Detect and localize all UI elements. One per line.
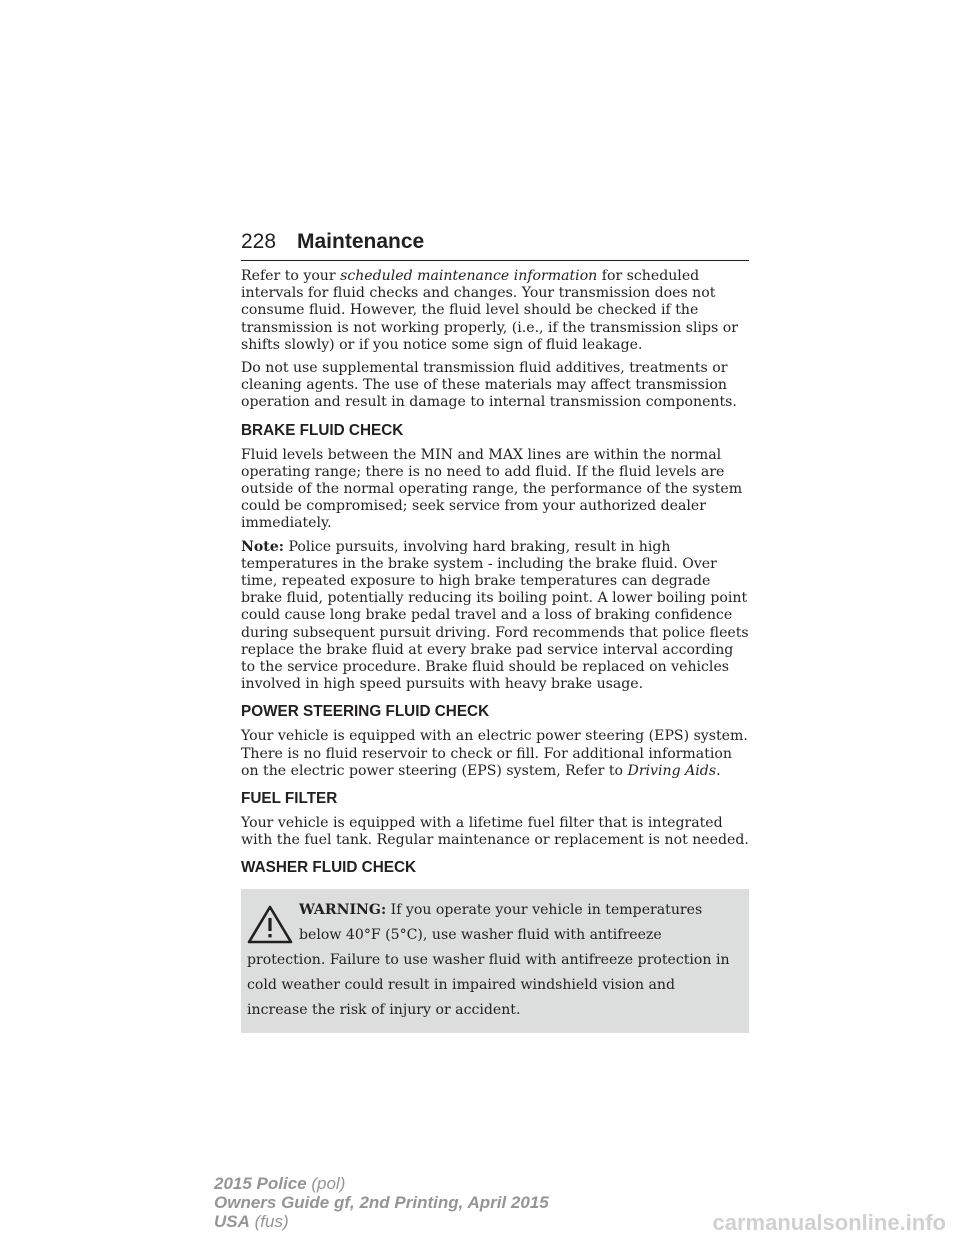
brake-fluid-heading: BRAKE FLUID CHECK [241,421,404,439]
footer-line-3: USA (fus) [214,1212,289,1231]
page-footer [214,1174,549,1231]
section-title: Maintenance [297,230,425,253]
warning-box [241,889,749,1033]
warning-label: WARNING: [299,902,387,919]
watermark: carmanualsonline.info [712,1210,946,1235]
warning-text: If you operate your vehicle in temperatures below 40°F (5°C), use washer fluid with antifreeze protection. Failure to use washer fluid with antifreeze protection in cold weather could result in impaired windshield vision and increase the risk of injury or accident. [247,902,730,1019]
note-label: Note: [241,538,284,555]
footer-line-1: 2015 Police (pol) [214,1174,346,1193]
fuel-filter-heading: FUEL FILTER [241,790,338,808]
fuel-filter-paragraph: Your vehicle is equipped with a lifetime fuel filter that is integrated with the fuel tank. Regular maintenance or replacement is not needed. [241,815,749,849]
brake-fluid-paragraph: Fluid levels between the MIN and MAX lines are within the normal operating range; there is no need to add fluid. If the fluid levels are outside of the normal operating range, the performance of the system could be compromised; seek service from your authorized dealer immediately. [241,446,743,532]
transmission-paragraph: Refer to your scheduled maintenance information for scheduled intervals for fluid checks and changes. Your transmission does not consume fluid. However, the fluid level should be checked if the transmission is not working properly, (i.e., if the transmission slips or shifts slowly) or if you notice some sign of fluid leakage. [241,268,738,353]
washer-fluid-heading: WASHER FLUID CHECK [241,859,417,877]
additives-paragraph: Do not use supplemental transmission fluid additives, treatments or cleaning agents. The use of these materials may affect transmission operation and result in damage to internal transmission components. [241,360,737,411]
warning-triangle-icon [247,904,293,944]
driving-aids-reference: Driving Aids [627,762,717,779]
page-number: 228 [241,230,277,253]
page-header [241,228,749,261]
power-steering-heading: POWER STEERING FLUID CHECK [241,703,490,721]
brake-note-paragraph: Note: Police pursuits, involving hard braking, result in high temperatures in the brake system - including the brake fluid. Over time, repeated exposure to high brake temperatures can degrade brake fluid, potentially reducing its boiling point. A lower boiling point could cause long brake pedal travel and a loss of braking confidence during subsequent pursuit driving. Ford recommends that police fleets replace the brake fluid at every brake pad service interval according to the service procedure. Brake fluid should be replaced on vehicles involved in high speed pursuits with heavy brake usage. [241,538,749,693]
page-content [241,268,749,1033]
maintenance-info-reference: scheduled maintenance information [340,268,598,284]
footer-line-2: Owners Guide gf, 2nd Printing, April 2015 [214,1193,549,1212]
power-steering-paragraph: Your vehicle is equipped with an electric power steering (EPS) system. There is no fluid reservoir to check or fill. For additional information on the electric power steering (EPS) system, Refer to Driving Aids. [241,728,748,779]
